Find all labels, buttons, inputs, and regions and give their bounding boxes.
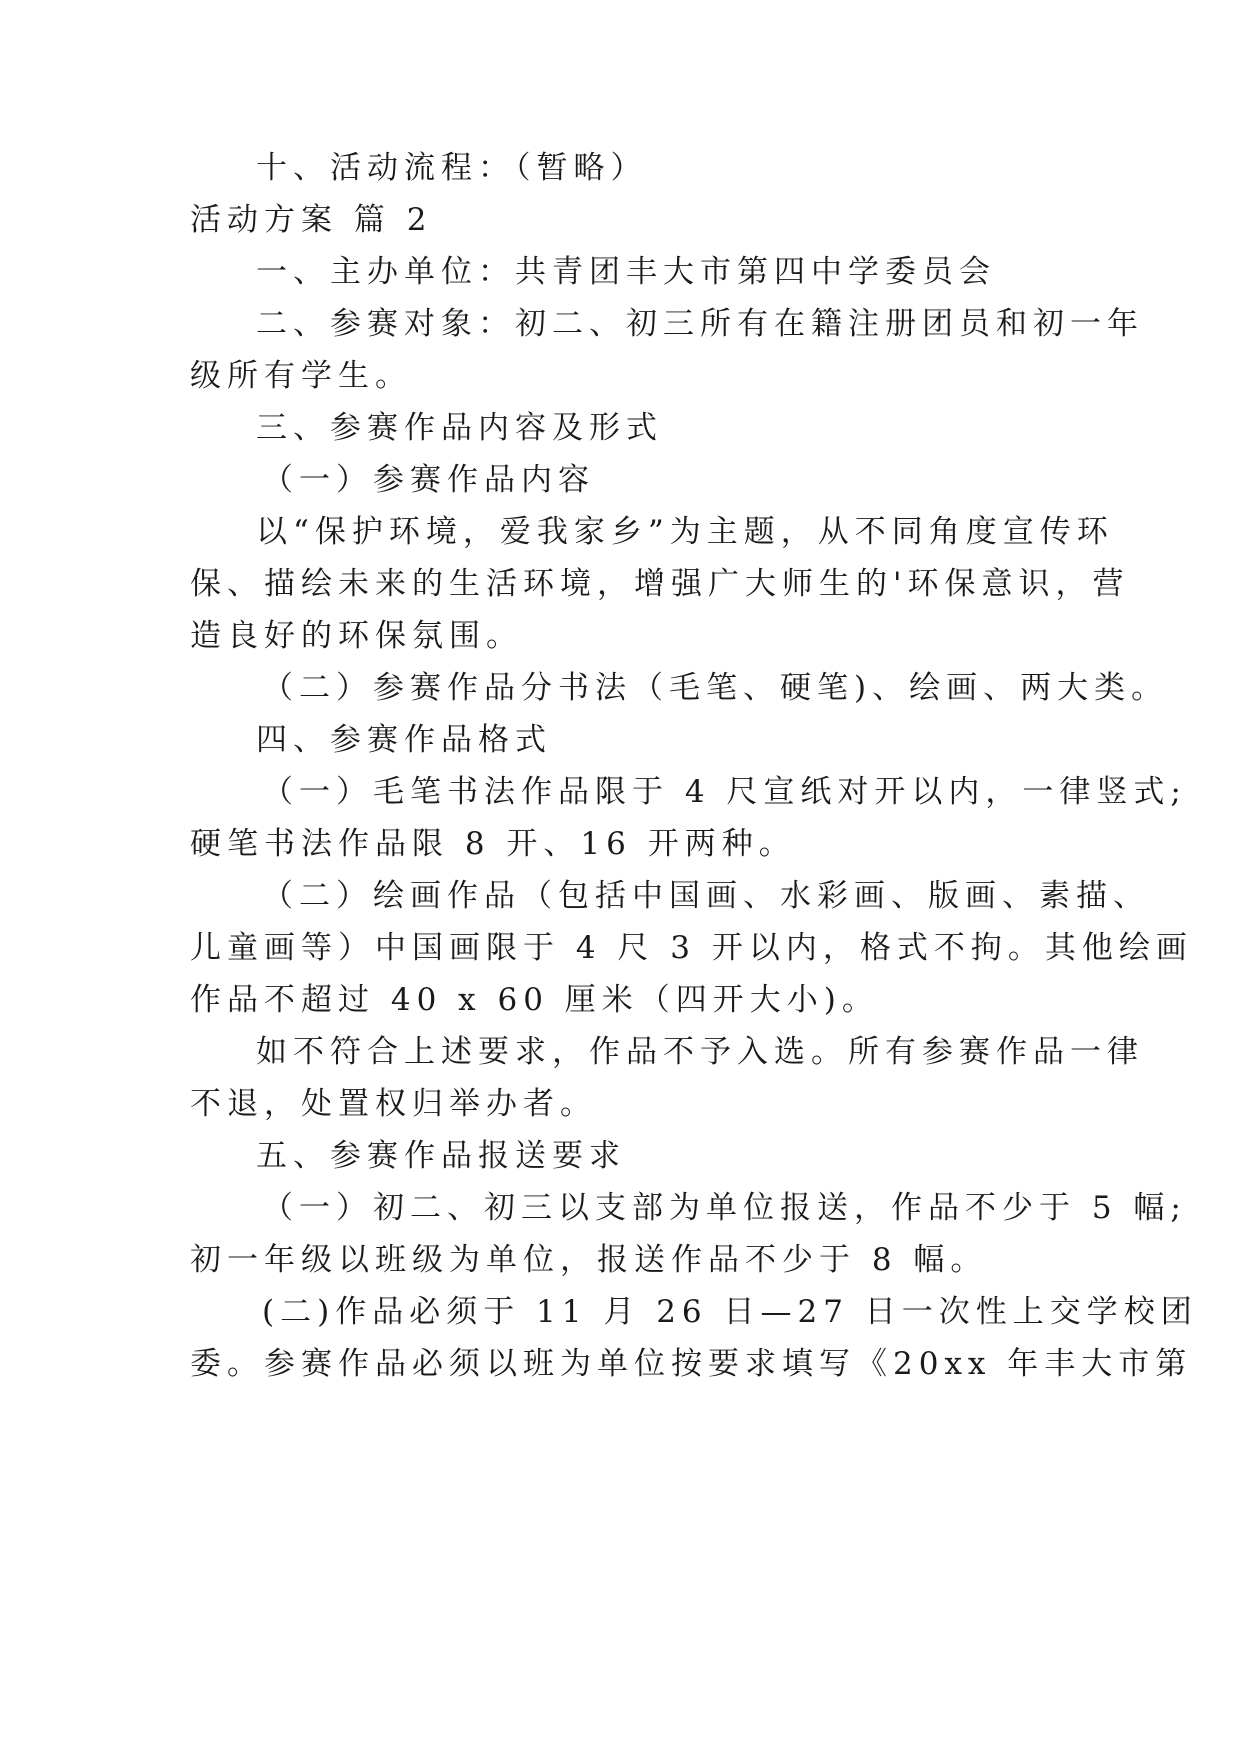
deadline-line-2: 委。参赛作品必须以班为单位按要求填写《20xx 年丰大市第 xyxy=(190,1346,1193,1382)
section-two-heading: 二、参赛对象：初二、初三所有在籍注册团员和初一年 xyxy=(256,306,1144,342)
deadline-line-1: (二)作品必须于 11 月 26 日—27 日一次性上交学校团 xyxy=(262,1294,1198,1330)
section-four-heading: 四、参赛作品格式 xyxy=(256,722,552,758)
theme-paragraph-line-1: 以“保护环境，爱我家乡”为主题，从不同角度宣传环 xyxy=(256,514,1114,550)
section-ten-heading: 十、活动流程：（暂略） xyxy=(256,150,648,186)
section-one-heading: 一、主办单位：共青团丰大市第四中学委员会 xyxy=(256,254,996,290)
theme-paragraph-line-3: 造良好的环保氛围。 xyxy=(190,618,523,654)
calligraphy-format-line-1: （一）毛笔书法作品限于 4 尺宣纸对开以内，一律竖式; xyxy=(262,774,1187,810)
painting-format-line-1: （二）绘画作品（包括中国画、水彩画、版画、素描、 xyxy=(262,878,1150,914)
submission-line-1: （一）初二、初三以支部为单位报送，作品不少于 5 幅; xyxy=(262,1190,1187,1226)
section-three-heading: 三、参赛作品内容及形式 xyxy=(256,410,663,446)
section-two-continued: 级所有学生。 xyxy=(190,358,412,394)
theme-paragraph-line-2: 保、描绘未来的生活环境，增强广大师生的'环保意识，营 xyxy=(190,566,1130,602)
section-five-heading: 五、参赛作品报送要求 xyxy=(256,1138,626,1174)
painting-format-line-3: 作品不超过 40 x 60 厘米（四开大小)。 xyxy=(190,982,879,1018)
painting-format-line-2: 儿童画等）中国画限于 4 尺 3 开以内，格式不拘。其他绘画 xyxy=(190,930,1193,966)
subsection-content-heading: （一）参赛作品内容 xyxy=(262,462,595,498)
requirements-note-line-2: 不退，处置权归举办者。 xyxy=(190,1086,597,1122)
requirements-note-line-1: 如不符合上述要求，作品不予入选。所有参赛作品一律 xyxy=(256,1034,1144,1070)
categories-line: （二）参赛作品分书法（毛笔、硬笔)、绘画、两大类。 xyxy=(262,670,1169,706)
plan-title: 活动方案 篇 2 xyxy=(190,202,433,238)
calligraphy-format-line-2: 硬笔书法作品限 8 开、16 开两种。 xyxy=(190,826,796,862)
submission-line-2: 初一年级以班级为单位，报送作品不少于 8 幅。 xyxy=(190,1242,988,1278)
